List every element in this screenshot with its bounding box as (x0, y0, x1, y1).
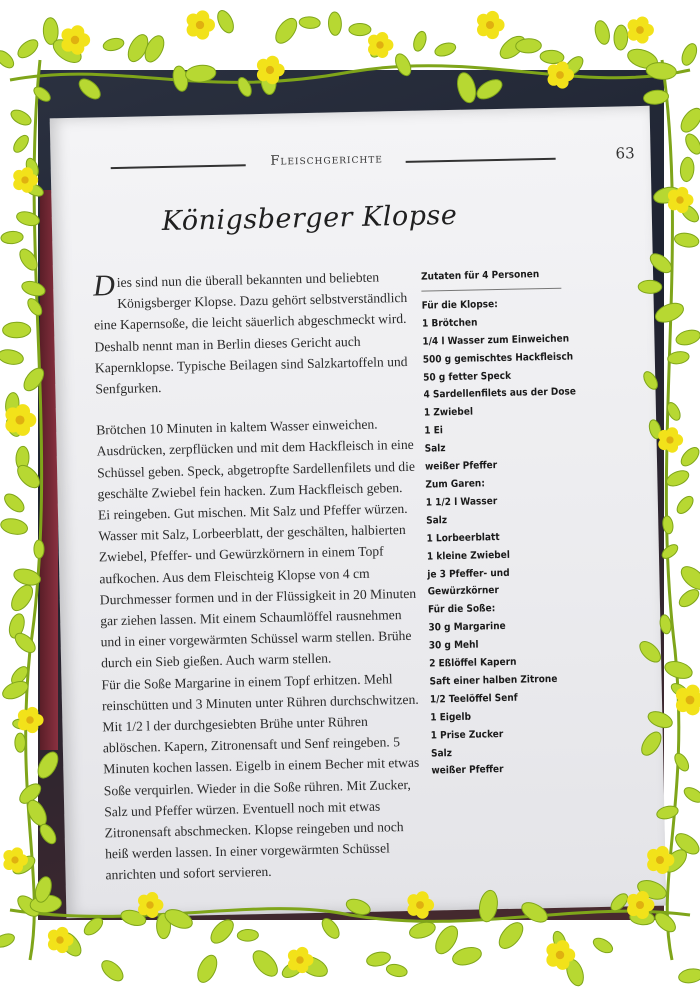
recipe-title: Königsberger Klopse (161, 199, 458, 238)
flower-petal (668, 198, 680, 210)
leaf (98, 957, 126, 985)
leaf (663, 658, 694, 681)
flower-petal (13, 178, 25, 190)
flower-center (15, 415, 24, 424)
leaf (678, 444, 700, 469)
flower-petal (202, 18, 215, 31)
header-rule-left (111, 164, 246, 169)
flower-petal (296, 947, 308, 959)
ingredient-item: 500 g gemischtes Hackfleisch (422, 351, 574, 366)
flower-petal (636, 16, 648, 28)
flower-petal (642, 24, 654, 36)
ingredient-item: weißer Pfeffer (431, 764, 504, 777)
leaf (9, 107, 34, 128)
flower-petal (22, 413, 36, 427)
leaf (12, 630, 39, 656)
flower-petal (3, 850, 15, 862)
flower-petal (5, 407, 19, 421)
leaf (679, 157, 694, 182)
flower-petal (686, 685, 700, 699)
flower-petal (26, 721, 38, 733)
leaf (672, 751, 691, 773)
flower-petal (71, 41, 84, 54)
flower-petal (546, 943, 560, 957)
ingredient-item: 1 Brötchen (421, 317, 478, 330)
leaf (1, 231, 24, 245)
leaf (15, 733, 26, 752)
leaf (677, 105, 700, 136)
leaf (431, 922, 462, 957)
ingredient-item: 1 Eigelb (430, 711, 472, 724)
flower-petal (56, 941, 68, 953)
ingredients-rule (421, 288, 561, 292)
ingredient-item: 1/2 Teelöffel Senf (429, 692, 518, 706)
leaf (7, 612, 27, 640)
leaf (665, 401, 683, 423)
leaf (385, 963, 408, 979)
leaf (102, 36, 125, 52)
running-head (110, 144, 635, 179)
flower-center (71, 36, 79, 44)
flower-center (296, 956, 304, 964)
flower-petal (376, 46, 388, 58)
flower-petal (681, 194, 693, 206)
flower-petal (486, 26, 499, 39)
flower-petal (48, 938, 60, 950)
flower-petal (556, 940, 570, 954)
flower-center (26, 716, 34, 724)
leaf (365, 950, 391, 968)
leaf (141, 33, 167, 65)
leaf (516, 38, 542, 53)
leaf (7, 581, 36, 614)
ingredient-item: 1 1/2 l Wasser (425, 495, 498, 509)
ingredient-item: 4 Sardellenfilets aus der Dose (423, 386, 577, 402)
flower-petal (21, 167, 33, 179)
leaf (124, 32, 152, 65)
flower-petal (288, 958, 300, 970)
book-page (50, 106, 667, 918)
flower-petal (26, 174, 38, 186)
flower-petal (71, 25, 84, 38)
leaf (676, 586, 700, 610)
flower-petal (676, 698, 690, 712)
flower-petal (187, 13, 200, 26)
flower-petal (636, 31, 648, 43)
flower-petal (11, 847, 23, 859)
leaf (4, 392, 20, 417)
ingredient-item: Für die Klopse: (421, 298, 498, 312)
leaf (496, 32, 529, 63)
flower-petal (628, 28, 640, 40)
leaf (683, 132, 700, 157)
ingredient-item: 30 g Mehl (428, 639, 479, 652)
flower-petal (21, 181, 33, 193)
leaf (591, 935, 615, 955)
ingredients-box (421, 265, 602, 781)
leaf (0, 678, 31, 702)
ingredient-item: je 3 Pfeffer- und (427, 567, 510, 581)
flower-petal (676, 201, 688, 213)
leaf (433, 41, 457, 59)
leaf (349, 23, 371, 35)
leaf (674, 328, 700, 348)
flower-petal (5, 418, 19, 432)
ingredients-list (422, 294, 602, 781)
step-paragraph: Brötchen 10 Minuten in kaltem Wasser einweichen. Ausdrücken, zerpflücken und mit dem Hackfleisch in eine Schüssel geben. Speck, abgetropfte Sardellenfilets und die geschälte Zwiebel fein hacken. Zum Hackfleisch geben. Ei reingeben. Gut mischen. Mit Salz und Pfeffer würzen. (96, 416, 416, 523)
leaf (677, 562, 700, 593)
flower-petal (77, 33, 90, 46)
leaf (368, 38, 390, 60)
flower-center (376, 41, 383, 48)
leaf (593, 19, 612, 46)
leaf (55, 928, 85, 959)
flower-center (11, 856, 18, 863)
flower-petal (48, 930, 60, 942)
ingredient-item: Für die Soße: (427, 603, 496, 616)
leaf (3, 322, 31, 338)
ingredient-item: 1 Ei (424, 425, 444, 437)
flower-petal (187, 23, 200, 36)
intro-paragraph: Dies sind nun die überall bekannten und beliebten Königsberger Klopse. Dazu gehört selbstverständlich eine Kapernsoße, die leicht säuerlich abgeschmeckt wird. Deshalb nennt man in Berlin dieses Gericht auch Kapernklopse. Typische Beilagen sind Salzkartoffeln und Senfgurken. (92, 269, 408, 397)
leaf (672, 830, 700, 858)
ingredient-item: 50 g fetter Speck (423, 370, 512, 384)
flower-center (636, 26, 644, 34)
flower-petal (376, 32, 388, 44)
flower-petal (671, 434, 683, 446)
leaf (564, 957, 587, 988)
flower-petal (368, 35, 380, 47)
recipe-instructions (93, 266, 426, 886)
flower-petal (16, 404, 30, 418)
leaf (682, 785, 700, 806)
flower-petal (666, 427, 678, 439)
leaf (664, 468, 691, 489)
leaf (669, 681, 690, 699)
leaf (328, 12, 342, 36)
leaf (11, 133, 31, 155)
leaf (678, 202, 700, 225)
flower-petal (666, 441, 678, 453)
flower-petal (16, 421, 30, 435)
ingredient-item: Salz (426, 514, 448, 527)
header-rule-right (406, 158, 556, 163)
leaf (12, 718, 31, 729)
step-paragraph: Für die Soße Margarine in einem Topf erhitzen. Mehl reinschütten und 3 Minuten unter Rühren durchschwitzen. Mit 1/2 l der durchgesiebten Brühe unter Rühren ablöschen. Kapern, Zitronensaft und Senf reingeben. 5 Minuten kochen lassen. Eigelb in einem Becher mit etwas Soße verquirlen. Wieder in die Soße rühren. Mit Zucker, Salz und Pfeffer würzen. Eventuell noch mit etwas Zitronensaft abschmecken. Klopse reingeben und noch heiß werden lassen. In einer vorgewärmten Schüssel anrichten und sofort servieren. (101, 670, 420, 883)
leaf (194, 952, 221, 985)
leaf (207, 916, 238, 947)
flower-petal (556, 956, 570, 970)
flower-petal (302, 954, 314, 966)
flower-petal (477, 14, 490, 27)
ingredient-item: Saft einer halben Zitrone (429, 673, 558, 688)
flower-petal (61, 934, 73, 946)
leaf (15, 446, 29, 470)
leaf (408, 919, 438, 941)
leaf (614, 25, 628, 50)
flower-petal (668, 190, 680, 202)
flower-petal (477, 23, 490, 36)
ingredient-item: 1/4 l Wasser zum Einweichen (422, 333, 570, 348)
leaf (9, 664, 31, 687)
leaf (10, 853, 38, 878)
ingredients-heading: Zutaten für 4 Personen (420, 269, 540, 283)
flower-petal (196, 10, 209, 23)
flower-center (676, 196, 683, 203)
flower-petal (381, 39, 393, 51)
flower-petal (3, 858, 15, 870)
flower-petal (686, 701, 700, 715)
flower-petal (196, 26, 209, 39)
flower-petal (11, 861, 23, 873)
flower-petal (266, 56, 279, 69)
flower-center (486, 21, 494, 29)
flower-petal (26, 707, 38, 719)
leaf (551, 930, 569, 953)
leaf (673, 231, 699, 248)
leaf (249, 946, 282, 980)
flower-petal (562, 948, 576, 962)
flower-petal (692, 693, 700, 707)
flower-petal (61, 28, 74, 41)
ingredient-item: weißer Pfeffer (424, 460, 498, 473)
flower-petal (56, 927, 68, 939)
flower-petal (18, 710, 30, 722)
leaf (296, 952, 330, 980)
page-number: 63 (615, 144, 635, 163)
leaf (540, 50, 565, 65)
flower-center (686, 696, 695, 705)
ingredient-item: 1 Lorbeerblatt (426, 531, 500, 545)
leaf (15, 36, 41, 61)
leaf (16, 246, 40, 273)
ingredient-item: 2 Eßlöffel Kapern (429, 656, 517, 670)
leaf (667, 350, 690, 365)
flower-petal (16, 854, 28, 866)
flower-petal (492, 19, 505, 32)
flower-center (666, 436, 673, 443)
flower-petal (13, 170, 25, 182)
leaf (678, 967, 700, 984)
leaf (0, 48, 17, 71)
step-paragraph: Wasser mit Salz, Lorbeerblatt, der geschälten, halbierten Zwiebel, Pfeffer- und Gewürzkörnern in einem Topf aufkochen. Aus dem Fleischteig Klopse von 4 cm Durchmesser formen und in der Flüssigkeit in 20 Minuten gar ziehen lassen. Mit einem Schaumlöffel rausnehmen und in einer vorgewärmten Schüssel warm stellen. Brühe durch ein Sieb gießen. Auch warm stellen. (98, 522, 417, 671)
flower-center (556, 951, 564, 959)
flower-center (21, 176, 28, 183)
flower-petal (676, 688, 690, 702)
leaf (280, 958, 306, 980)
leaf (272, 15, 301, 47)
flower-petal (296, 961, 308, 973)
ingredient-item: Salz (430, 747, 453, 760)
leaf (0, 516, 29, 536)
leaf (1, 491, 27, 516)
flower-petal (676, 187, 688, 199)
flower-petal (61, 38, 74, 51)
leaf (495, 918, 528, 952)
flower-petal (628, 19, 640, 31)
leaf (49, 35, 85, 67)
leaf (411, 30, 428, 53)
leaf (674, 494, 696, 517)
leaf (0, 931, 16, 949)
leaf (451, 945, 484, 968)
leaf (43, 17, 59, 44)
ingredient-item: Zum Garen: (425, 478, 485, 491)
leaf (679, 42, 699, 68)
leaf (4, 416, 23, 439)
ingredient-item: 30 g Margarine (428, 621, 506, 634)
ingredient-item: Salz (424, 443, 446, 455)
ingredient-item: 1 Prise Zucker (430, 728, 504, 742)
flower-petal (18, 718, 30, 730)
flower-petal (546, 953, 560, 967)
leaf (237, 929, 258, 941)
leaf (625, 46, 660, 72)
flower-center (56, 936, 63, 943)
flower-petal (368, 43, 380, 55)
ingredient-item: Gewürzkörner (427, 585, 499, 598)
flower-center (196, 21, 204, 29)
ingredient-item: 1 kleine Zwiebel (426, 549, 510, 563)
leaf (0, 348, 25, 367)
ingredient-item: 1 Zwiebel (423, 406, 474, 419)
section-name: Fleischgerichte (270, 151, 383, 169)
flower-petal (288, 950, 300, 962)
flower-petal (486, 11, 499, 24)
leaf (214, 8, 236, 35)
leaf (299, 16, 321, 29)
